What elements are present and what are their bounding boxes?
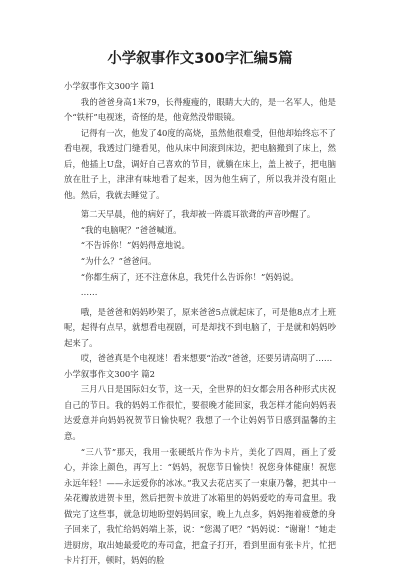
body-paragraph: “你都生病了，还不注意休息，我凭什么告诉你！”妈妈说。 [80, 271, 299, 282]
body-paragraph: 三月八日是国际妇女节，这一天，全世界的妇女都会用各种形式庆祝自己的节日。我的妈妈工作很忙，要很晚才能回家，我怎样才能向妈妈表达爱意并向妈妈祝贺节日愉快呢？我想了一个让妈妈节日感到温馨的主意。 [64, 384, 336, 442]
ellipsis-line: …… [80, 287, 98, 298]
body-paragraph: 第二天早晨，他的病好了，我却被一阵震耳欲聋的声音吵醒了。 [80, 209, 316, 220]
section-heading: 小学叙事作文300字 篇1 [64, 81, 155, 91]
body-paragraph: 我的爸爸身高1米79，长得瘦瘦的，眼睛大大的，是一名军人，他是个“铁杆”电视迷，奇怪的是，他竟然没带眼镜。 [64, 96, 336, 123]
body-paragraph: “我的电脑呢？”爸爸喊道。 [80, 224, 182, 235]
section-heading: 小学叙事作文300字 篇2 [64, 368, 155, 379]
body-paragraph: 记得有一次，他发了40度的高烧，虽然他很难受，但他却始终忘不了看电视，我透过门缝看见，他从床中间滚到床边，把电脑搬到了床上，然后，他插上U盘，调好自己喜欢的节目，就躺在床上，盖上被子，把电脑放在肚子上，津津有味地看了起来，因为他生病了，所以我并没有阻止他。然后，我就去睡觉了。 [64, 127, 336, 200]
document-body [64, 79, 336, 569]
body-paragraph: 哦，是爸爸和妈妈吵架了，原来爸爸5点就起床了，可是他8点才上班呢，起得有点早，就想看电视剧，可是却找不到电脑了，于是就和妈妈吵起来了。 [64, 306, 336, 348]
body-paragraph: “不告诉你！”妈妈得意地说。 [80, 240, 190, 251]
body-paragraph: “三八节”那天，我用一张硬纸片作为卡片，美化了四周，画上了爱心，并涂上颜色，再写上：“妈妈，祝您节日愉快！祝您身体健康！祝您永远年轻！——永远爱你的冰冰。”我又去花店买了一束康乃馨，把其中一朵花瓣放进贺卡里，然后把贺卡放进了冰箱里的妈妈爱吃的寿司盒里。我做完了这些事，就急切地盼望妈妈回家，晚上九点多，妈妈拖着疲惫的身子回来了，我忙给妈妈端上茶，说：“您渴了吧？”妈妈说：“谢谢！”她走进厨房，取出她最爱吃的寿司盒，把盒子打开，看到里面有张卡片，忙把卡片打开，顿时，妈妈的脸 [64, 446, 336, 566]
body-paragraph: “为什么？”爸爸问。 [80, 256, 157, 267]
document-title: 小学叙事作文300字汇编5篇 [107, 51, 293, 67]
body-paragraph: 哎，爸爸真是个电视迷！看来想要“治改”爸爸，还要另请高明了…… [80, 353, 333, 364]
